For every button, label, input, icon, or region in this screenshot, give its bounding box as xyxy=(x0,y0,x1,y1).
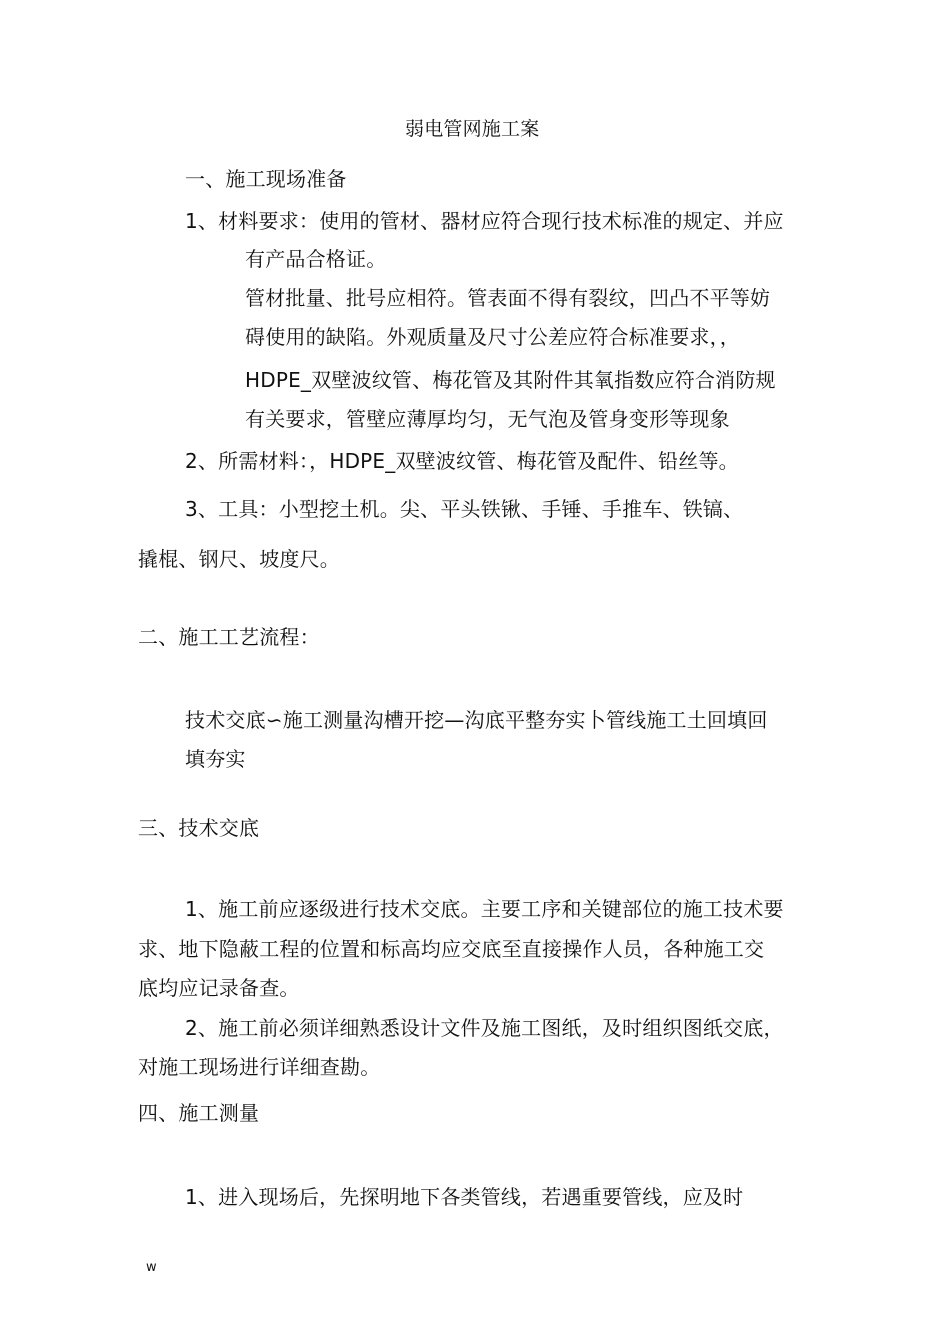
paragraph-line: 底均应记录备查。 xyxy=(138,976,300,1000)
paragraph-line: 管材批量、批号应相符。管表面不得有裂纹，凹凸不平等妨 xyxy=(245,286,771,310)
paragraph-line: 有关要求，管壁应薄厚均匀，无气泡及管身变形等现象 xyxy=(245,407,730,431)
section-4-heading: 四、施工测量 xyxy=(138,1101,260,1125)
section-1-heading: 一、施工现场准备 xyxy=(185,167,347,191)
paragraph-line: 求、地下隐蔽工程的位置和标高均应交底至直接操作人员，各种施工交 xyxy=(138,937,765,961)
paragraph-line: 2、施工前必须详细熟悉设计文件及施工图纸，及时组织图纸交底， xyxy=(185,1016,784,1040)
page-title: 弱电管网施工案 xyxy=(405,118,540,140)
section-2-heading: 二、施工工艺流程： xyxy=(138,625,320,649)
paragraph-line: 有产品合格证。 xyxy=(245,247,387,271)
paragraph-line: 3、工具：小型挖土机。尖、平头铁锹、手锤、手推车、铁镐、 xyxy=(185,497,744,521)
page-footer: w xyxy=(146,1260,157,1275)
paragraph-line: 1、进入现场后，先探明地下各类管线，若遇重要管线，应及时 xyxy=(185,1185,744,1209)
paragraph-line: 技术交底∽施工测量沟槽开挖—沟底平整夯实卜管线施工土回填回 xyxy=(185,708,768,732)
paragraph-line: 1、材料要求：使用的管材、器材应符合现行技术标准的规定、并应 xyxy=(185,209,784,233)
paragraph-line: 撬棍、钢尺、坡度尺。 xyxy=(138,547,340,571)
paragraph-line: 对施工现场进行详细查勘。 xyxy=(138,1055,381,1079)
paragraph-line: 填夯实 xyxy=(185,747,246,771)
paragraph-line: 碍使用的缺陷。外观质量及尺寸公差应符合标准要求，， xyxy=(245,325,740,349)
paragraph-line: 2、所需材料：，HDPE_双壁波纹管、梅花管及配件、铅丝等。 xyxy=(185,449,739,473)
paragraph-line: HDPE_双壁波纹管、梅花管及其附件其氧指数应符合消防规 xyxy=(245,368,776,392)
section-3-heading: 三、技术交底 xyxy=(138,816,260,840)
paragraph-line: 1、施工前应逐级进行技术交底。主要工序和关键部位的施工技术要 xyxy=(185,897,784,921)
